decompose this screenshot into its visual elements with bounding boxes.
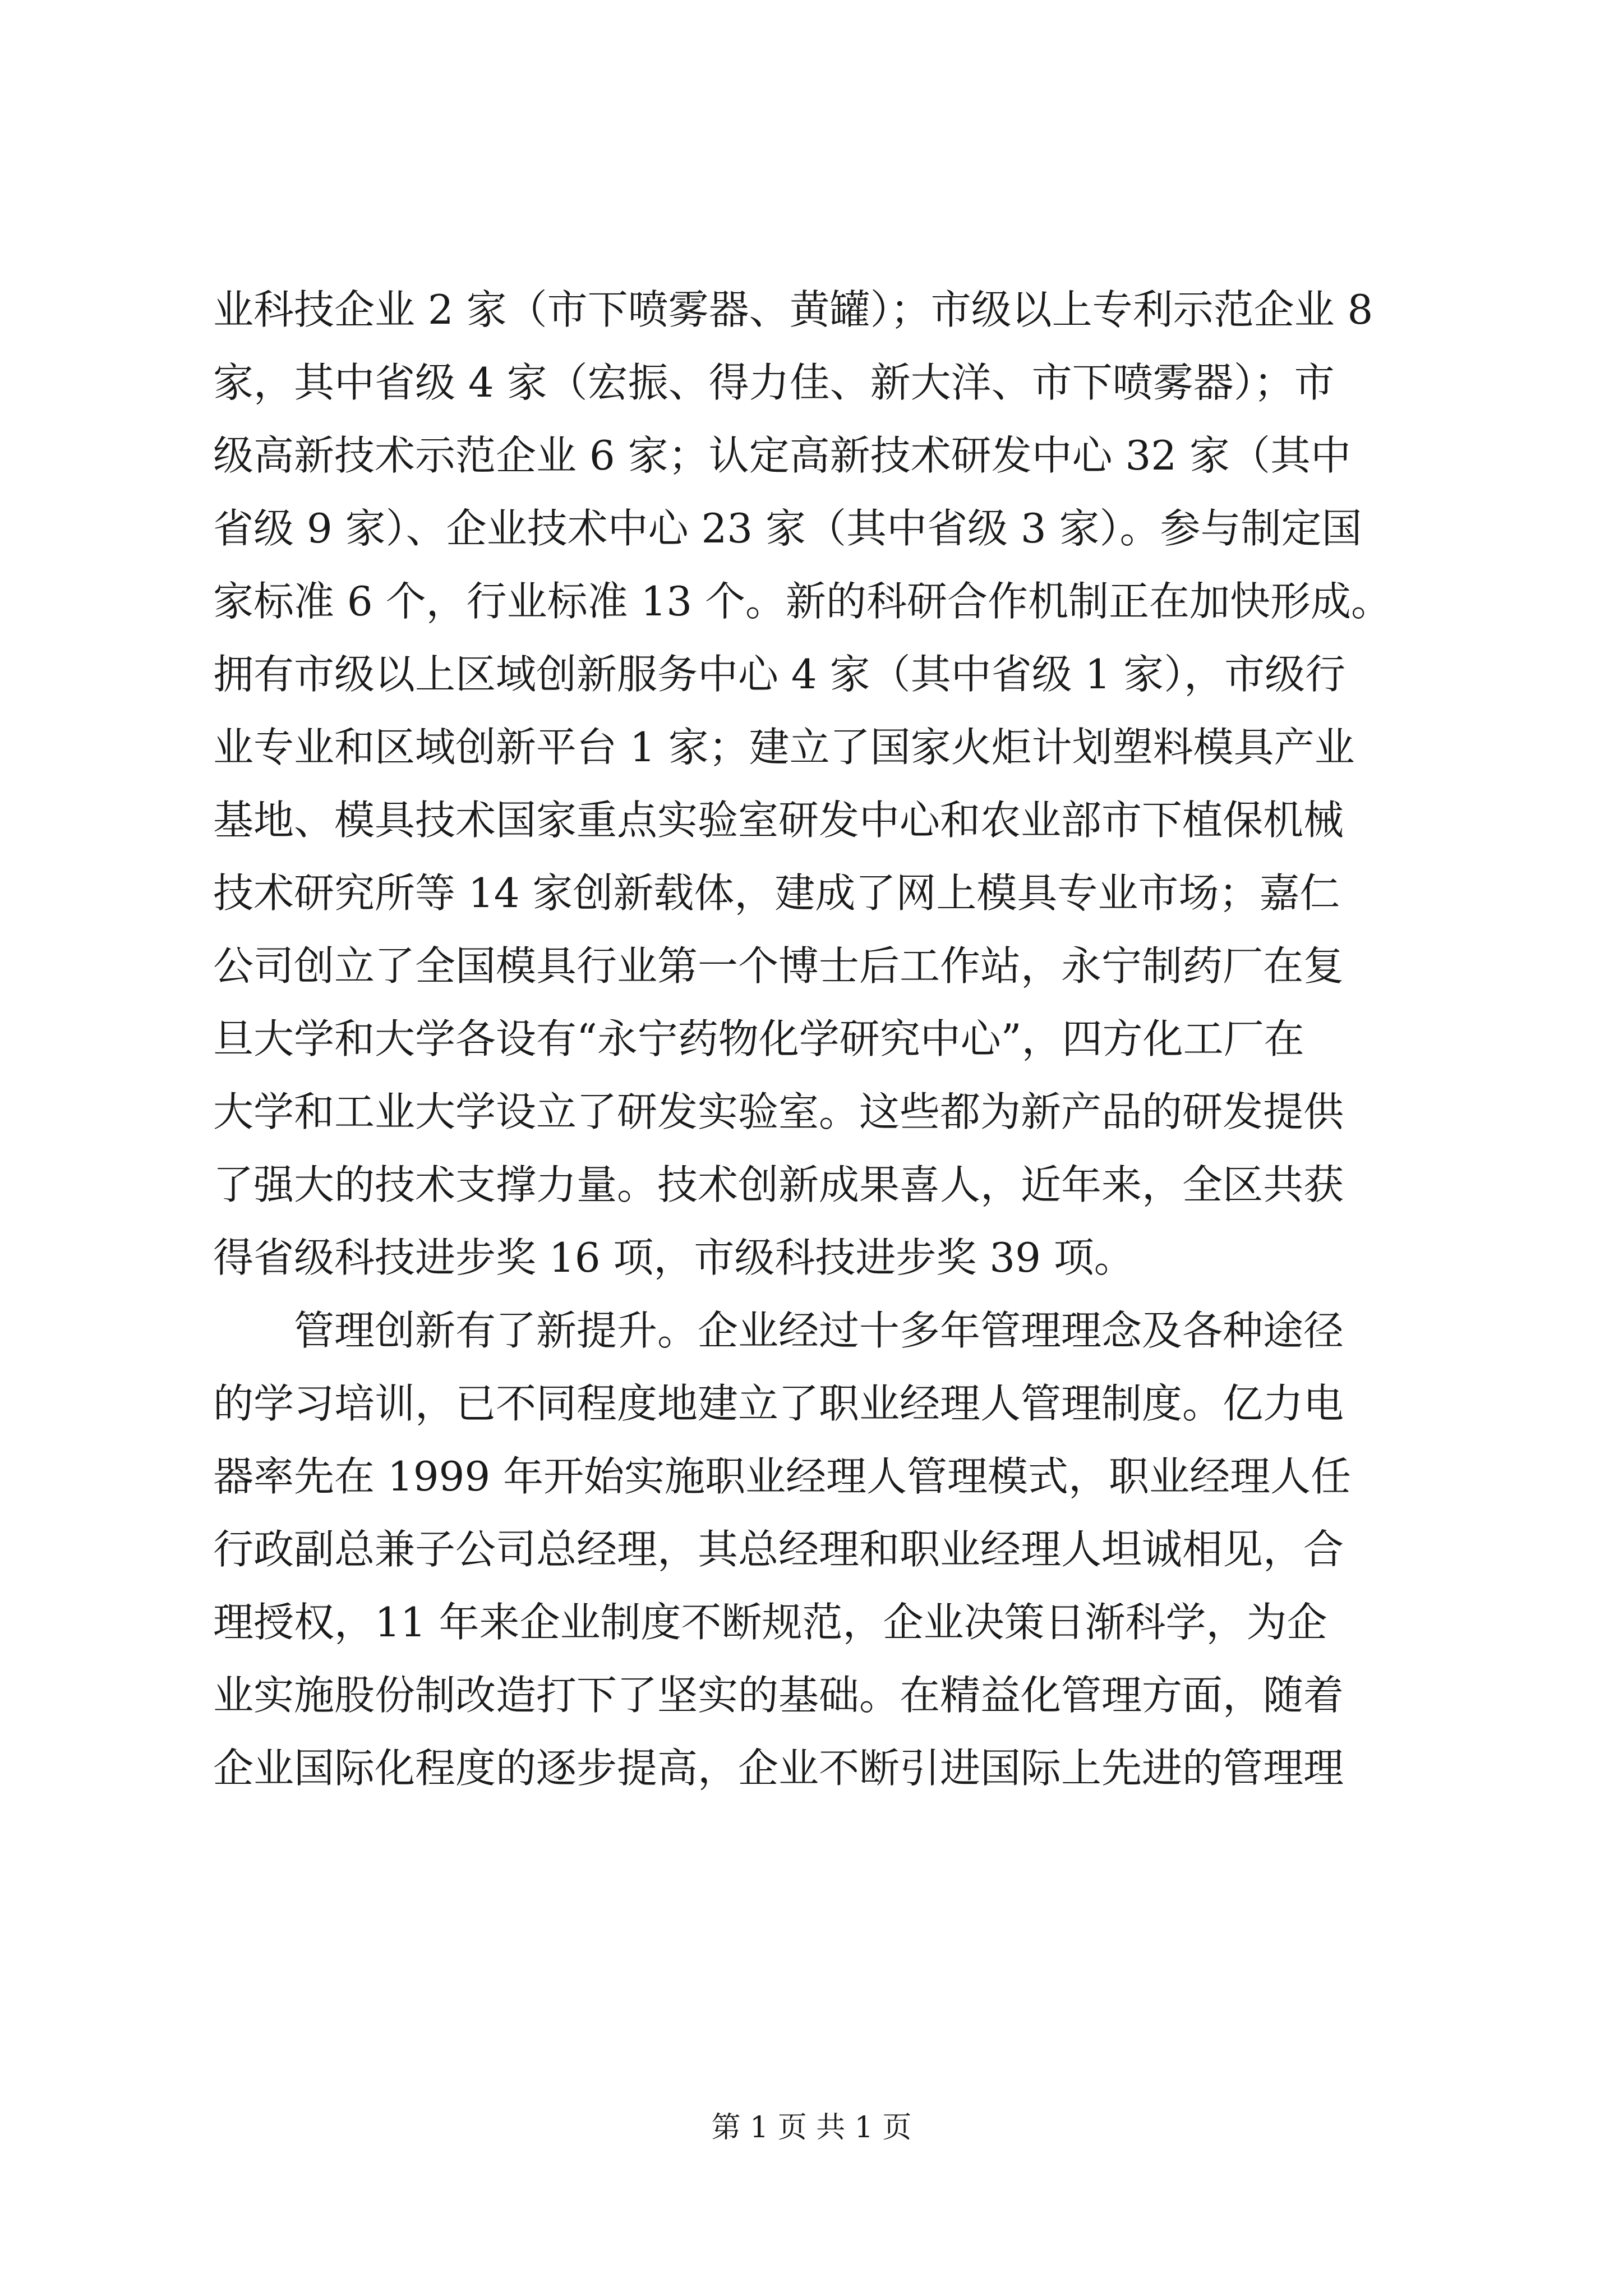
text-line: 公司创立了全国模具行业第一个博士后工作站，永宁制药厂在复 xyxy=(213,942,1344,990)
page-footer: 第 1 页 共 1 页 xyxy=(711,2111,912,2145)
text-line: 企业国际化程度的逐步提高，企业不断引进国际上先进的管理理 xyxy=(213,1745,1344,1792)
text-line: 基地、模具技术国家重点实验室研发中心和农业部市下植保机械 xyxy=(213,797,1344,844)
text-line: 行政副总兼子公司总经理，其总经理和职业经理人坦诚相见，合 xyxy=(213,1526,1344,1573)
text-line: 器率先在 1999 年开始实施职业经理人管理模式，职业经理人任 xyxy=(213,1453,1352,1500)
text-line: 得省级科技进步奖 16 项，市级科技进步奖 39 项。 xyxy=(213,1234,1135,1281)
text-line: 技术研究所等 14 家创新载体，建成了网上模具专业市场；嘉仁 xyxy=(213,869,1340,917)
text-line: 业科技企业 2 家（市下喷雾器、黄罐）；市级以上专利示范企业 8 xyxy=(213,286,1373,333)
text-line: 大学和工业大学设立了研发实验室。这些都为新产品的研发提供 xyxy=(213,1088,1344,1135)
text-line: 旦大学和大学各设有“永宁药物化学研究中心”，四方化工厂在 xyxy=(213,1015,1304,1062)
text-line: 理授权，11 年来企业制度不断规范，企业决策日渐科学，为企 xyxy=(213,1599,1327,1646)
text-line: 了强大的技术支撑力量。技术创新成果喜人，近年来，全区共获 xyxy=(213,1161,1344,1208)
text-line: 业实施股份制改造打下了坚实的基础。在精益化管理方面，随着 xyxy=(213,1672,1344,1719)
text-line: 级高新技术示范企业 6 家；认定高新技术研发中心 32 家（其中 xyxy=(213,432,1351,479)
text-line: 省级 9 家）、企业技术中心 23 家（其中省级 3 家）。参与制定国 xyxy=(213,505,1362,552)
text-line: 家，其中省级 4 家（宏振、得力佳、新大洋、市下喷雾器）；市 xyxy=(213,359,1335,406)
paragraph-first-line: 管理创新有了新提升。企业经过十多年管理理念及各种途径 xyxy=(294,1307,1344,1354)
text-line: 拥有市级以上区域创新服务中心 4 家（其中省级 1 家），市级行 xyxy=(213,651,1346,698)
text-line: 家标准 6 个，行业标准 13 个。新的科研合作机制正在加快形成。 xyxy=(213,578,1391,625)
text-line: 的学习培训，已不同程度地建立了职业经理人管理制度。亿力电 xyxy=(213,1380,1344,1427)
text-line: 业专业和区域创新平台 1 家；建立了国家火炬计划塑料模具产业 xyxy=(213,724,1355,771)
